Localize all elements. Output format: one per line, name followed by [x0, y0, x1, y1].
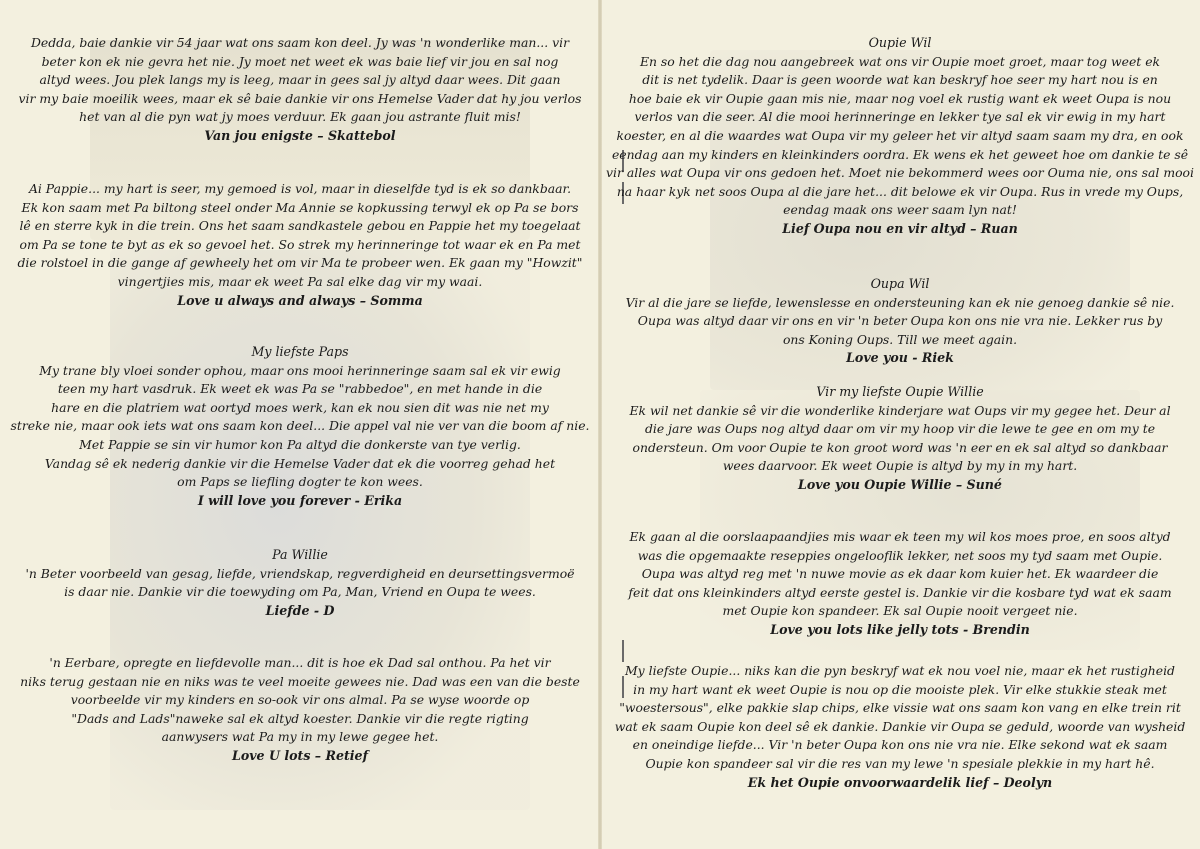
tribute-line: hoe baie ek vir Oupie gaan mis nie, maar nog voel ek rustig want ek weet Oupa is nou	[628, 90, 1172, 106]
tribute-line: lê en sterre kyk in die trein. Ons het saam sandkastele gebou en Pappie het my toegelaat	[19, 218, 581, 234]
tribute-line: altyd wees. Jou plek langs my is leeg, maar in gees sal jy altyd daar wees. Dit gaan	[39, 72, 561, 88]
tribute-line: "Dads and Lads"naweke sal ek altyd koester. Dankie vir die regte rigting	[71, 710, 529, 726]
tribute-heading: Pa Willie	[272, 547, 328, 562]
tribute-sune	[600, 383, 1200, 495]
tribute-line: en oneindige liefde... Vir 'n beter Oupa kon ons nie vra nie. Elke sekond wat ek saam	[632, 737, 1168, 753]
tribute-line: dit is net tydelik. Daar is geen woorde wat kan beskryf hoe seer my hart nou is en	[642, 72, 1158, 88]
tribute-line: Met Pappie se sin vir humor kon Pa altyd die donkerste van tye verlig.	[79, 436, 521, 452]
tribute-line: eendag aan my kinders en kleinkinders oordra. Ek wens ek het geweet hoe om dankie te sê	[611, 146, 1189, 162]
tribute-line: Vir al die jare se liefde, lewenslesse en ondersteuning kan ek nie genoeg dankie sê nie.	[625, 294, 1175, 310]
tribute-signature: Liefde - D	[265, 602, 335, 618]
tribute-line: om Paps se liefling dogter te kon wees.	[177, 474, 423, 490]
tribute-line: Ek gaan al die oorslaapaandjies mis waar ek teen my wil kos moes proe, en soos altyd	[629, 529, 1171, 544]
tribute-line: eendag maak ons weer saam lyn nat!	[783, 202, 1017, 218]
tribute-signature: Love u always and always – Somma	[177, 292, 423, 308]
tribute-line: aanwysers wat Pa my in my lewe gegee het.	[161, 729, 439, 745]
tribute-line: was die opgemaakte reseppies ongelooflik lekker, net soos my tyd saam met Oupie.	[637, 547, 1163, 563]
tribute-line: niks terug gestaan nie en niks was te veel moeite gewees nie. Dad was een van die beste	[20, 673, 580, 689]
tribute-line: vir my baie moeilik wees, maar ek sê baie dankie vir ons Hemelse Vader dat hy jou verlos	[18, 90, 582, 106]
tribute-signature: Ek het Oupie onvoorwaardelik lief – Deolyn	[747, 774, 1053, 790]
tribute-line: Oupa was altyd reg met 'n nuwe movie as ek daar kom kuier het. Ek waardeer die	[641, 566, 1159, 582]
tribute-signature: Lief Oupa nou en vir altyd – Ruan	[782, 220, 1018, 236]
tribute-line: na haar kyk net soos Oupa al die jare het... dit belowe ek vir Oupa. Rus in vrede my Oups,	[616, 183, 1184, 199]
tribute-d	[0, 546, 600, 620]
tribute-line: hare en die platriem wat oortyd moes werk, kan ek nou sien dit was nie net my	[51, 399, 549, 415]
tribute-deolyn	[600, 662, 1200, 792]
tribute-line: Dedda, baie dankie vir 54 jaar wat ons saam kon deel. Jy was 'n wonderlike man... vir	[30, 35, 569, 50]
tribute-heading: My liefste Paps	[251, 344, 349, 359]
tribute-line: Oupie kon spandeer sal vir die res van my lewe 'n spesiale plekkie in my hart hê.	[645, 755, 1155, 771]
tribute-line: met Oupie kon spandeer. Ek sal Oupie nooit vergeet nie.	[722, 603, 1078, 619]
tribute-skattebol	[0, 34, 600, 146]
tribute-line: in my hart want ek weet Oupie is nou op die mooiste plek. Vir elke stukkie steak met	[633, 681, 1167, 697]
tribute-signature: Love you Oupie Willie – Suné	[798, 476, 1002, 492]
tribute-riek	[600, 275, 1200, 368]
tribute-line: Oupa was altyd daar vir ons en vir 'n beter Oupa kon ons nie vra nie. Lekker rus by	[637, 313, 1163, 329]
tribute-line: Vandag sê ek nederig dankie vir die Hemelse Vader dat ek die voorreg gehad het	[44, 455, 556, 471]
tribute-line: voorbeelde vir my kinders en so-ook vir ons almal. Pa se wyse woorde op	[70, 692, 530, 708]
tribute-line: het van al die pyn wat jy moes verduur. Ek gaan jou astrante fluit mis!	[79, 109, 521, 125]
tribute-somma	[0, 180, 600, 310]
tribute-line: 'n Eerbare, opregte en liefdevolle man... dit is hoe ek Dad sal onthou. Pa het vir	[49, 655, 551, 670]
tribute-heading: Oupie Wil	[868, 35, 932, 50]
tribute-line: My trane bly vloei sonder ophou, maar ons mooi herinneringe saam sal ek vir ewig	[39, 362, 561, 378]
tribute-brendin	[600, 528, 1200, 640]
tribute-signature: Love you - Riek	[846, 350, 954, 366]
tribute-line: die rolstoel in die gange af gewheely het om vir Ma te probeer wen. Ek gaan my "Howzit"	[17, 255, 583, 271]
tribute-line: die jare was Oups nog altyd daar om vir my hoop vir die lewe te gee en om my te	[644, 421, 1156, 437]
tribute-line: Ek wil net dankie sê vir die wonderlike kinderjare wat Oups vir my gegee het. Deur al	[629, 402, 1171, 418]
tribute-retief	[0, 654, 600, 766]
tribute-heading: Oupa Wil	[870, 276, 930, 291]
right-page	[600, 0, 1200, 849]
tribute-line: ons Koning Oups. Till we meet again.	[782, 331, 1018, 347]
tribute-signature: I will love you forever - Erika	[197, 492, 403, 508]
tribute-line: is daar nie. Dankie vir die toewyding om Pa, Man, Vriend en Oupa te wees.	[64, 584, 536, 600]
tribute-line: Ai Pappie... my hart is seer, my gemoed is vol, maar in dieselfde tyd is ek so dankbaar.	[28, 181, 572, 196]
tribute-line: vir alles wat Oupa vir ons gedoen het. Moet nie bekommerd wees oor Ouma nie, ons sal mooi	[606, 165, 1194, 181]
tribute-line: wees daarvoor. Ek weet Oupie is altyd by my in my hart.	[722, 458, 1078, 474]
tribute-line: koester, en al die waardes wat Oupa vir my geleer het vir altyd saam saam my dra, en ook	[616, 127, 1184, 143]
tribute-line: 'n Beter voorbeeld van gesag, liefde, vriendskap, regverdigheid en deursettingsvermoë	[25, 565, 575, 581]
tribute-signature: Love U lots – Retief	[231, 747, 368, 763]
tribute-line: beter kon ek nie gevra het nie. Jy moet net weet ek was baie lief vir jou en sal nog	[41, 53, 559, 69]
tribute-signature: Van jou enigste – Skattebol	[204, 127, 396, 143]
tribute-line: om Pa se tone te byt as ek so gevoel het. So strek my herinneringe tot waar ek en Pa met	[19, 236, 581, 252]
tribute-ruan	[600, 34, 1200, 239]
tribute-line: "woestersous", elke pakkie slap chips, elke vissie wat ons saam kon vang en elke trein rit	[619, 700, 1181, 716]
tribute-line: teen my hart vasdruk. Ek weet ek was Pa se "rabbedoe", en met hande in die	[57, 381, 543, 397]
tribute-line: vingertjies mis, maar ek weet Pa sal elke dag vir my waai.	[117, 273, 483, 289]
tribute-line: verlos van die seer. Al die mooi herinneringe en lekker tye sal ek vir ewig in my hart	[634, 109, 1166, 125]
tribute-line: En so het die dag nou aangebreek wat ons vir Oupie moet groet, maar tog weet ek	[639, 53, 1161, 69]
tribute-line: streke nie, maar ook iets wat ons saam kon deel... Die appel val nie ver van die boom af nie.	[10, 418, 590, 434]
tribute-line: My liefste Oupie... niks kan die pyn beskryf wat ek nou voel nie, maar ek het rustigheid	[625, 663, 1175, 678]
tribute-line: feit dat ons kleinkinders altyd eerste gestel is. Dankie vir die kosbare tyd wat ek saam	[628, 584, 1172, 600]
tribute-line: wat ek saam Oupie kon deel sê ek dankie. Dankie vir Oupa se geduld, woorde van wysheid	[614, 718, 1186, 734]
tribute-erika	[0, 343, 600, 510]
tribute-line: Ek kon saam met Pa biltong steel onder Ma Annie se kopkussing terwyl ek op Pa se bors	[21, 199, 579, 215]
tribute-signature: Love you lots like jelly tots - Brendin	[770, 621, 1030, 637]
tribute-line: ondersteun. Om voor Oupie te kon groot word was 'n eer en ek sal altyd so dankbaar	[632, 439, 1168, 455]
tribute-heading: Vir my liefste Oupie Willie	[816, 384, 984, 399]
